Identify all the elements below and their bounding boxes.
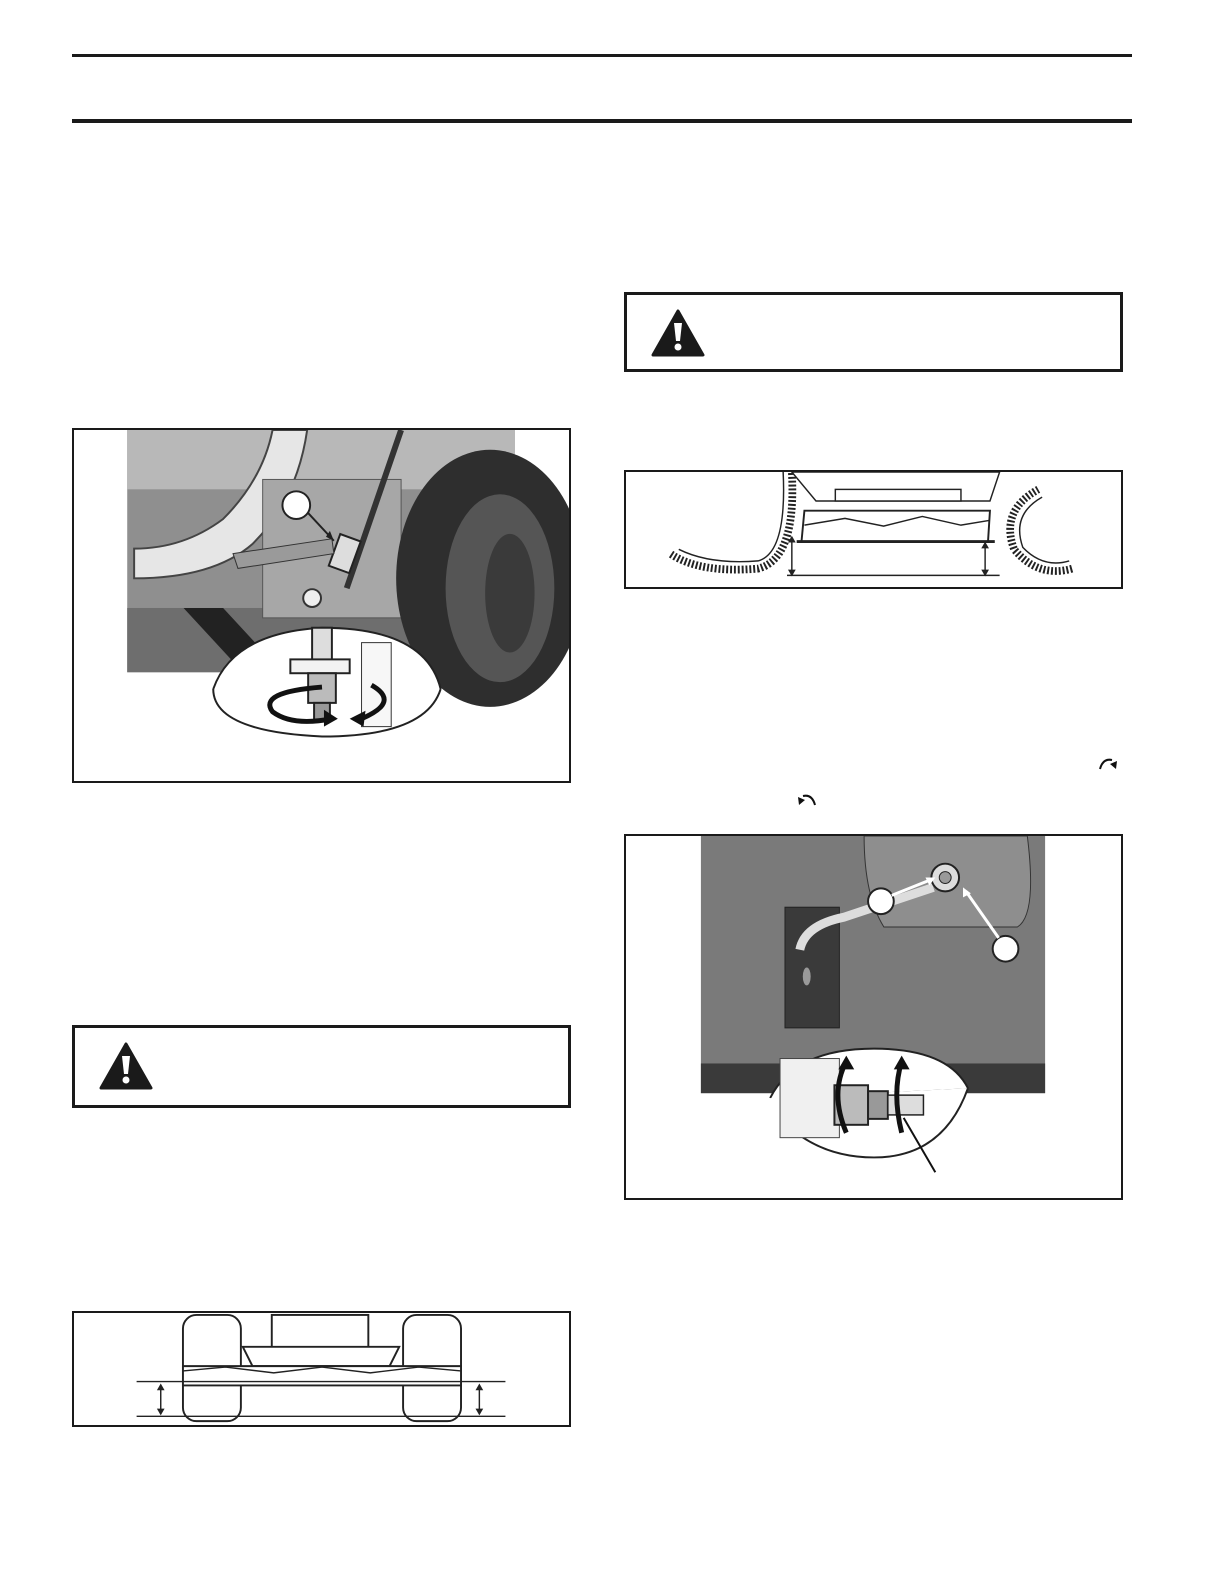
- callout-circle: [282, 491, 310, 519]
- warning-box-right: [624, 292, 1123, 372]
- callout-circle: [993, 936, 1019, 962]
- deck-front-rear-level-figure: [72, 1311, 571, 1427]
- callout-circle: [868, 888, 894, 914]
- front-hanger-nut-adjustment-figure: [624, 834, 1123, 1200]
- deck-side-level-figure: [624, 470, 1123, 589]
- warning-triangle-icon: [651, 309, 705, 357]
- lift-link-adjustment-figure: [72, 428, 571, 783]
- lift-link-photo: [74, 430, 569, 781]
- warning-triangle-icon: [99, 1042, 153, 1090]
- warning-box-left: [72, 1025, 571, 1108]
- header-rule-top: [72, 54, 1132, 57]
- clockwise-arrow-icon: [1097, 755, 1119, 773]
- header-rule-bottom: [72, 119, 1132, 123]
- counterclockwise-arrow-icon: [796, 791, 818, 809]
